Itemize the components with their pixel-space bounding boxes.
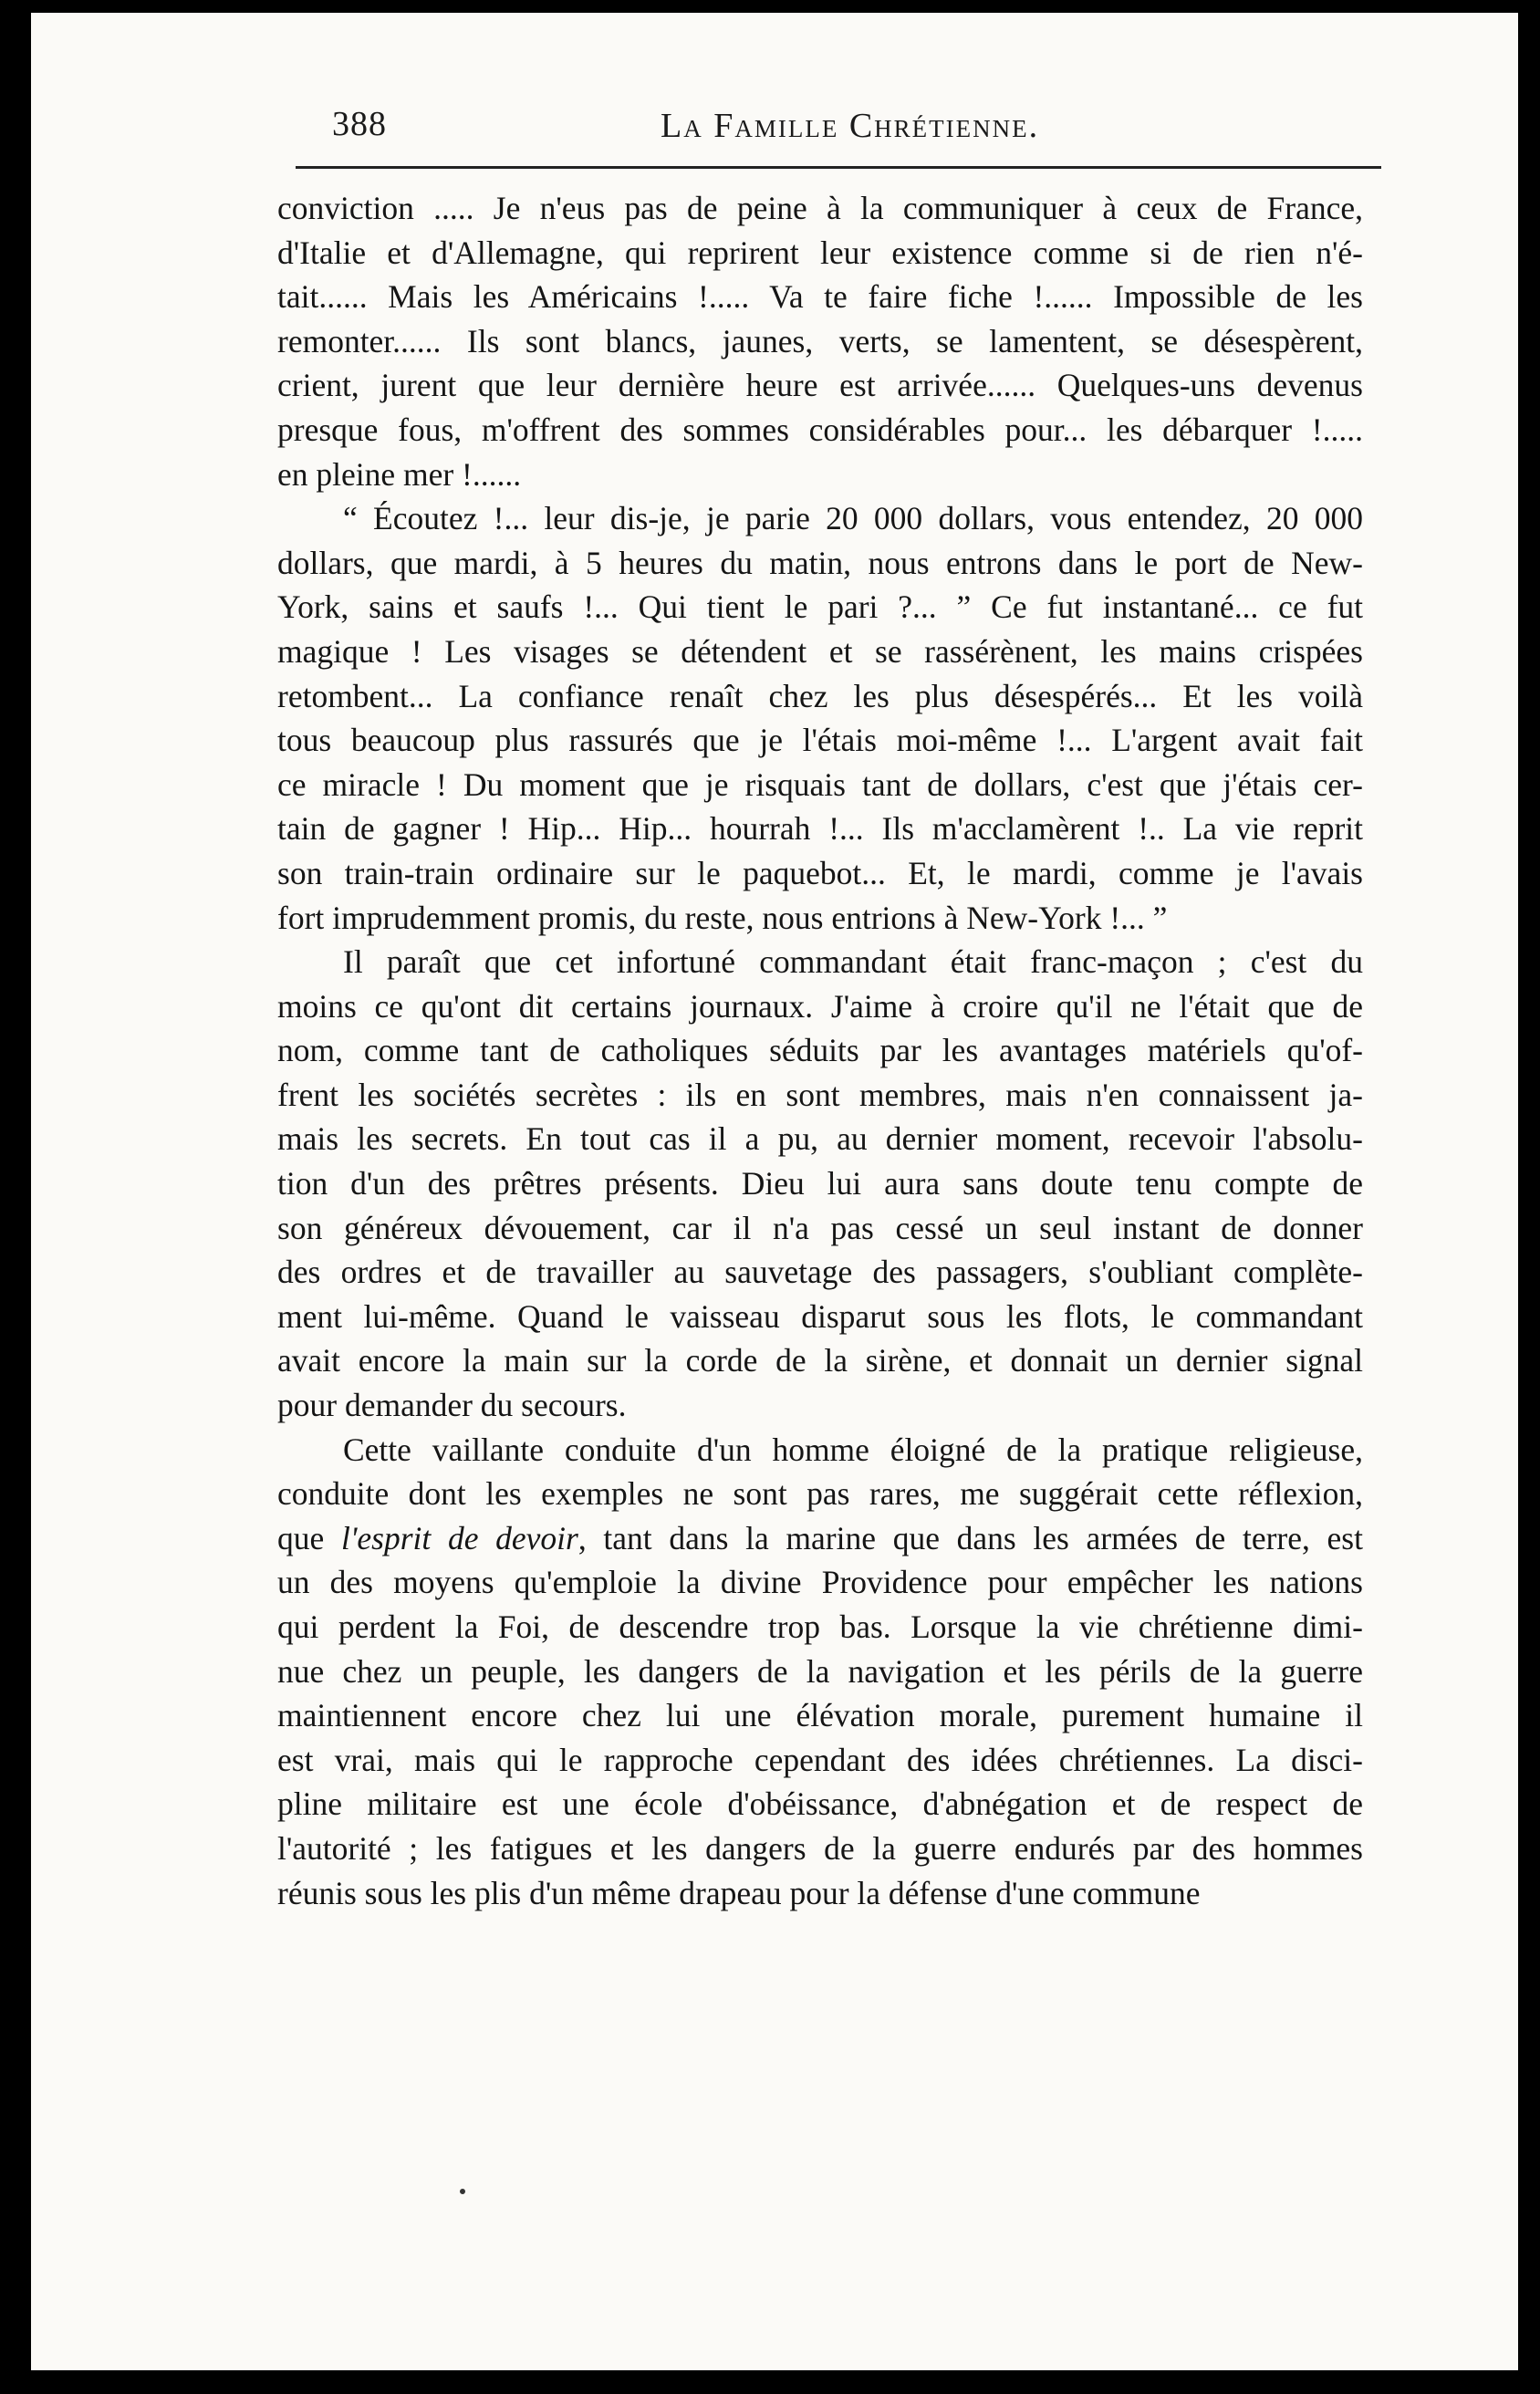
text-line: retombent... La confiance renaît chez les plus désespérés... Et les voilà xyxy=(277,677,1363,714)
text-line: son généreux dévouement, car il n'a pas cessé un seul instant de donner xyxy=(277,1209,1363,1246)
text-line: York, sains et saufs !... Qui tient le pari ?... ” Ce fut instantané... ce fut xyxy=(277,588,1363,626)
text-line: fort imprudemment promis, du reste, nous entrions à New-York !... ” xyxy=(277,899,1168,936)
text-line: un des moyens qu'emploie la divine Providence pour empêcher les nations xyxy=(277,1564,1363,1601)
body-text xyxy=(277,186,1363,1915)
text-line: remonter...... Ils sont blancs, jaunes, verts, se lamentent, se désespèrent, xyxy=(277,322,1363,359)
text-line: que l'esprit de devoir, tant dans la marine que dans les armées de terre, est xyxy=(277,1519,1363,1556)
text-line: frent les sociétés secrètes : ils en sont membres, mais n'en connaissent ja- xyxy=(277,1076,1363,1113)
text-line: presque fous, m'offrent des sommes considérables pour... les débarquer !..... xyxy=(277,411,1363,448)
text-line: “ Écoutez !... leur dis-je, je parie 20 000 dollars, vous entendez, 20 000 xyxy=(343,500,1363,537)
paragraph xyxy=(277,496,1363,940)
text-line: son train-train ordinaire sur le paquebot... Et, le mardi, comme je l'avais xyxy=(277,854,1363,891)
running-title: La Famille Chrétienne. xyxy=(661,107,1040,145)
page-speck xyxy=(460,2189,465,2194)
text-line: Cette vaillante conduite d'un homme éloigné de la pratique religieuse, xyxy=(343,1431,1363,1468)
text-line: des ordres et de travailler au sauvetage des passagers, s'oubliant complète- xyxy=(277,1254,1363,1291)
text-line: magique ! Les visages se détendent et se rassérènent, les mains crispées xyxy=(277,632,1363,670)
paragraph xyxy=(277,186,1363,496)
text-line: en pleine mer !...... xyxy=(277,455,522,493)
text-line: avait encore la main sur la corde de la sirène, et donnait un dernier signal xyxy=(277,1342,1363,1379)
text-line: dollars, que mardi, à 5 heures du matin, nous entrons dans le port de New- xyxy=(277,544,1363,581)
text-line: conduite dont les exemples ne sont pas rares, me suggérait cette réflexion, xyxy=(277,1475,1363,1513)
text-line: maintiennent encore chez lui une élévation morale, purement humaine il xyxy=(277,1697,1363,1734)
text-line: réunis sous les plis d'un même drapeau pour la défense d'une commune xyxy=(277,1874,1201,1911)
paragraph xyxy=(277,1428,1363,1916)
page-header xyxy=(296,104,1363,159)
text-line: tain de gagner ! Hip... Hip... hourrah !... Ils m'acclamèrent !.. La vie reprit xyxy=(277,810,1363,848)
text-line: ce miracle ! Du moment que je risquais tant de dollars, c'est que j'étais cer- xyxy=(277,765,1363,803)
paragraph xyxy=(277,940,1363,1428)
text-line: crient, jurent que leur dernière heure est arrivée...... Quelques-uns devenus xyxy=(277,367,1363,404)
book-page xyxy=(31,13,1518,2370)
text-line: qui perdent la Foi, de descendre trop bas. Lorsque la vie chrétienne dimi- xyxy=(277,1608,1363,1645)
text-line: pline militaire est une école d'obéissance, d'abnégation et de respect de xyxy=(277,1785,1363,1823)
text-line: nom, comme tant de catholiques séduits par les avantages matériels qu'of- xyxy=(277,1032,1363,1069)
text-line: l'autorité ; les fatigues et les dangers de la guerre endurés par des hommes xyxy=(277,1829,1363,1867)
text-line: pour demander du secours. xyxy=(277,1387,627,1424)
text-line: est vrai, mais qui le rapproche cependant des idées chrétiennes. La disci- xyxy=(277,1741,1363,1778)
text-line: ment lui-même. Quand le vaisseau disparut sous les flots, le commandant xyxy=(277,1297,1363,1335)
text-line: conviction ..... Je n'eus pas de peine à la communiquer à ceux de France, xyxy=(277,190,1363,226)
text-line: nue chez un peuple, les dangers de la navigation et les périls de la guerre xyxy=(277,1652,1363,1690)
text-line: moins ce qu'ont dit certains journaux. J'aime à croire qu'il ne l'était que de xyxy=(277,987,1363,1025)
text-line: d'Italie et d'Allemagne, qui reprirent leur existence comme si de rien n'é- xyxy=(277,234,1363,271)
text-line: mais les secrets. En tout cas il a pu, au dernier moment, recevoir l'absolu- xyxy=(277,1120,1363,1158)
text-line: tait...... Mais les Américains !..... Va te faire fiche !...... Impossible de les xyxy=(277,278,1363,316)
text-line: tous beaucoup plus rassurés que je l'étais moi-même !... L'argent avait fait xyxy=(277,722,1363,759)
header-rule xyxy=(296,166,1381,169)
italic-phrase: l'esprit de devoir xyxy=(340,1519,578,1556)
page-number: 388 xyxy=(332,105,387,143)
text-line: tion d'un des prêtres présents. Dieu lui aura sans doute tenu compte de xyxy=(277,1165,1363,1202)
text-line: Il paraît que cet infortuné commandant était franc-maçon ; c'est du xyxy=(343,943,1363,981)
